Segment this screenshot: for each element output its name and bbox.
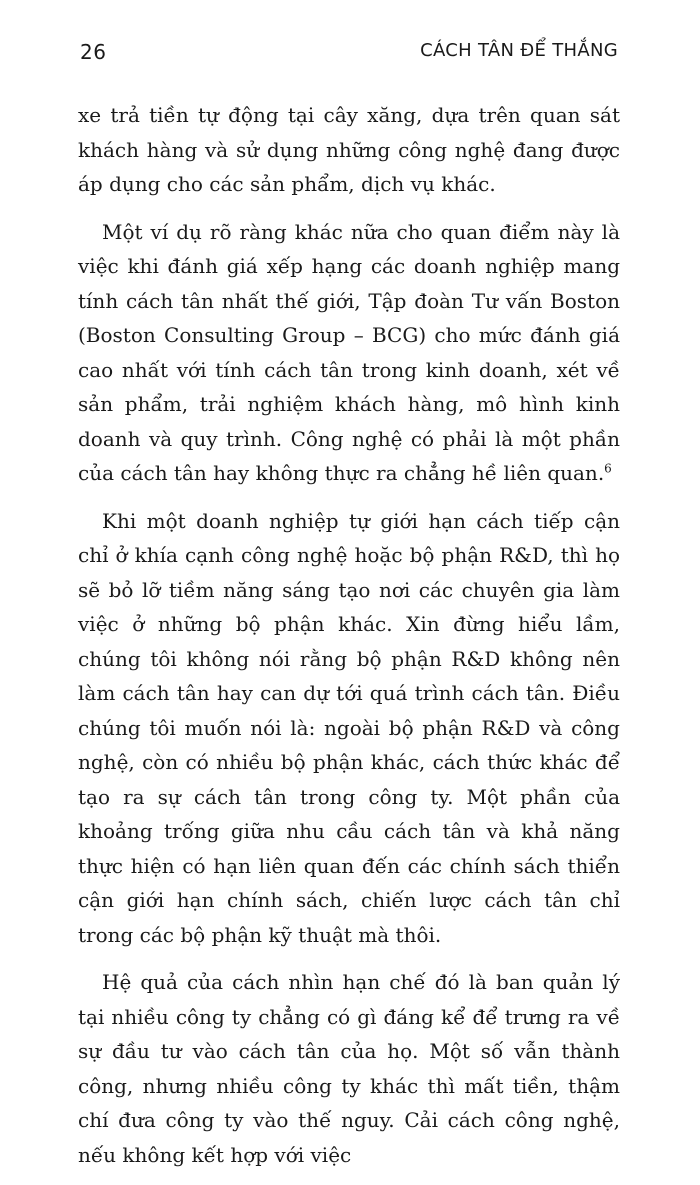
footnote-marker: 6 [604,461,612,476]
paragraph [78,504,620,953]
paragraph [78,965,620,1172]
paragraph-continuation [78,98,620,202]
paragraph-text: Hệ quả của cách nhìn hạn chế đó là ban quản lý tại nhiều công ty chẳng có gì đáng kể để trưng ra về sự đầu tư vào cách tân của họ. Một số vẫn thành công, nhưng nhiều công ty khác thì mất tiền, thậm chí đưa công ty vào thế nguy. Cải cách công nghệ, nếu không kết hợp với việc [78,970,620,1167]
running-header-title: CÁCH TÂN ĐỂ THẮNG [420,40,618,61]
paragraph [78,215,620,491]
paragraph-text: Một ví dụ rõ ràng khác nữa cho quan điểm này là việc khi đánh giá xếp hạng các doanh nghiệp mang tính cách tân nhất thế giới, Tập đoàn Tư vấn Boston (Boston Consulting Group – BCG) cho mức đánh giá cao nhất với tính cách tân trong kinh doanh, xét về sản phẩm, trải nghiệm khách hàng, mô hình kinh doanh và quy trình. Công nghệ có phải là một phần của cách tân hay không thực ra chẳng hề liên quan. [78,219,620,485]
paragraph-text: xe trả tiền tự động tại cây xăng, dựa trên quan sát khách hàng và sử dụng những công nghệ đang được áp dụng cho các sản phẩm, dịch vụ khác. [78,103,620,196]
page-number: 26 [80,40,107,64]
body-text [78,98,620,1185]
paragraph-text: Khi một doanh nghiệp tự giới hạn cách tiếp cận chỉ ở khía cạnh công nghệ hoặc bộ phận R&D, thì họ sẽ bỏ lỡ tiềm năng sáng tạo nơi các chuyên gia làm việc ở những bộ phận khác. Xin đừng hiểu lầm, chúng tôi không nói rằng bộ phận R&D không nên làm cách tân hay can dự tới quá trình cách tân. Điều chúng tôi muốn nói là: ngoài bộ phận R&D và công nghệ, còn có nhiều bộ phận khác, cách thức khác để tạo ra sự cách tân trong công ty. Một phần của khoảng trống giữa nhu cầu cách tân và khả năng thực hiện có hạn liên quan đến các chính sách thiển cận giới hạn chính sách, chiến lược cách tân chỉ trong các bộ phận kỹ thuật mà thôi. [78,508,620,947]
